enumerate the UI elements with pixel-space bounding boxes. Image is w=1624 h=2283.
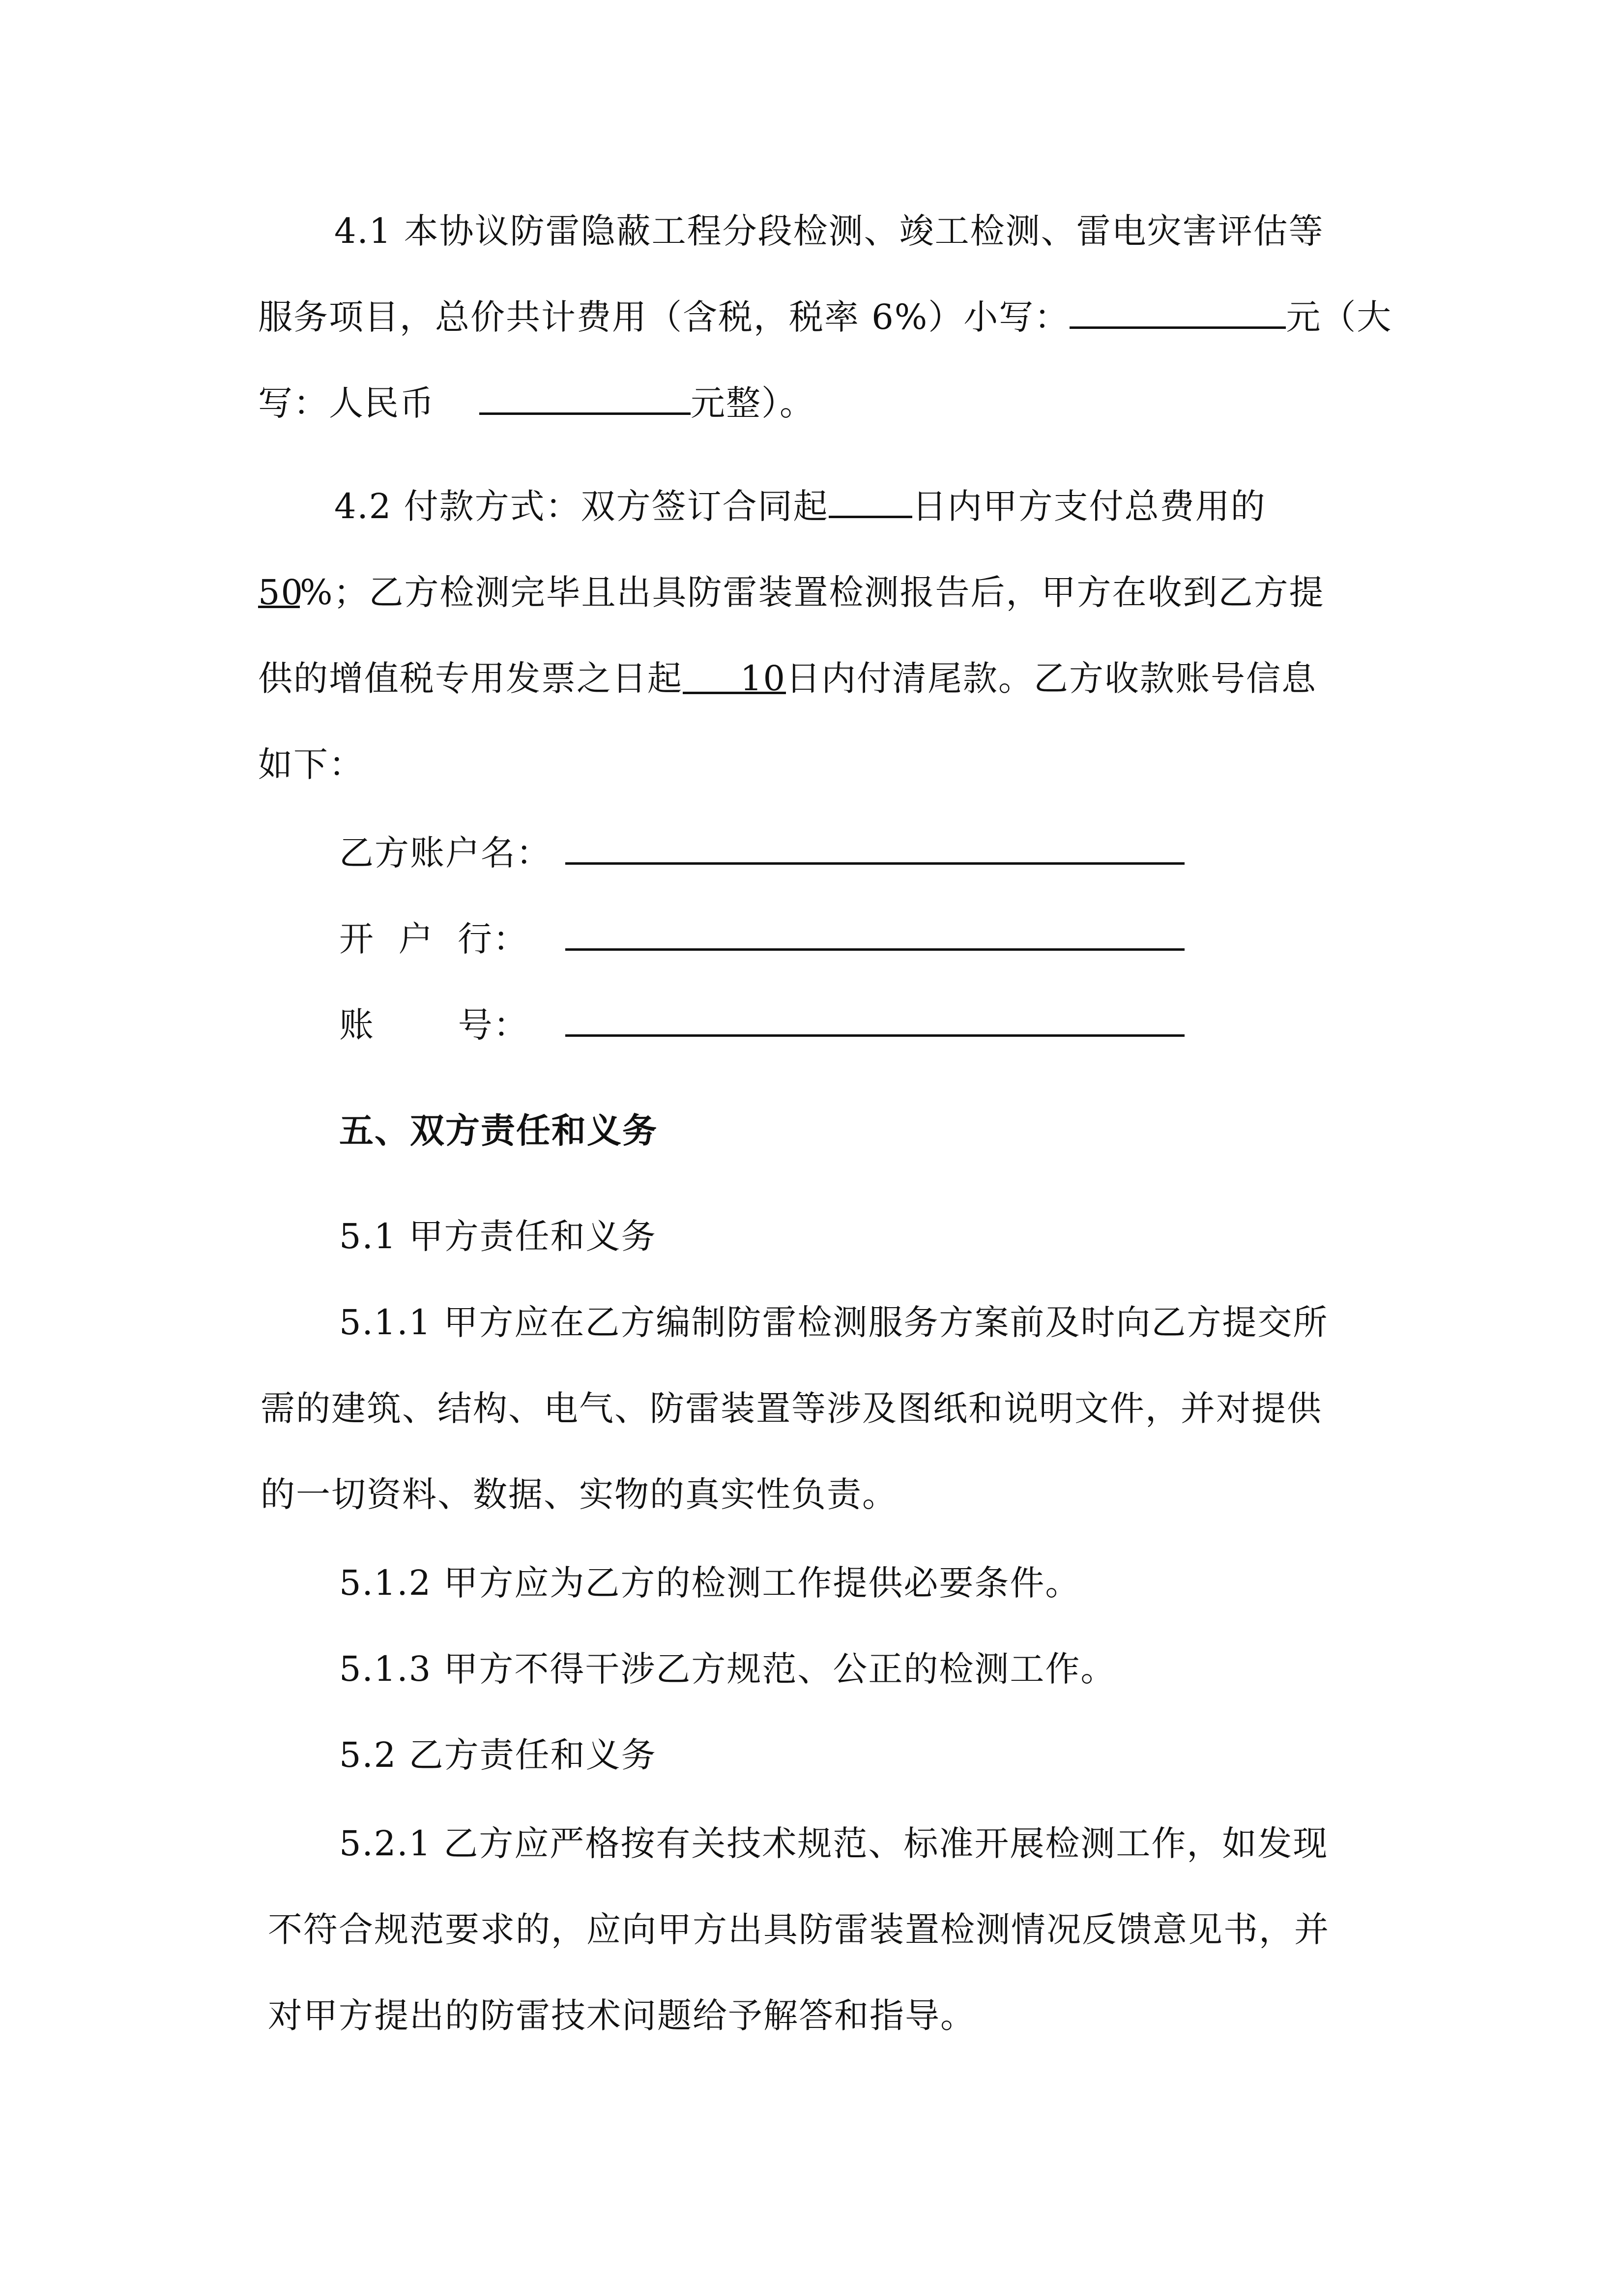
clause-5-1-3: 5.1.3 甲方不得干涉乙方规范、公正的检测工作。 [339,1649,1116,1689]
account-number-field[interactable] [565,1004,1185,1037]
clause-4-2-line-4: 如下： [258,744,364,785]
clause-4-1-line-2 [258,295,1392,339]
payment-days-blank[interactable] [829,485,912,518]
rmb-suffix: 元整）。 [691,383,815,423]
bank-label: 开 户 行： [339,919,529,959]
account-number-row [339,1003,1185,1047]
account-name-label: 乙方账户名： [339,833,551,873]
clause-5-1-1-line-2: 需的建筑、结构、电气、防雷装置等涉及图纸和说明文件，并对提供 [261,1388,1322,1429]
clause-4-1-line-3 [258,381,815,425]
clause-4-1-line-1: 4.1 本协议防雷隐蔽工程分段检测、竣工检测、雷电灾害评估等 [334,211,1324,251]
payment-method-text: 4.2 付款方式：双方签订合同起 [334,486,829,527]
amount-uppercase-blank[interactable] [479,382,691,415]
account-name-field[interactable] [565,832,1185,865]
clause-4-2-line-2-text: %；乙方检测完毕且出具防雷装置检测报告后，甲方在收到乙方提 [300,572,1325,613]
payment-method-text-end: 日内甲方支付总费用的 [912,486,1266,527]
clause-5-1: 5.1 甲方责任和义务 [339,1216,657,1257]
clause-4-2-line-3 [258,656,1317,701]
bank-row [339,917,1185,961]
clause-5-2-1-line-2: 不符合规范要求的，应向甲方出具防雷装置检测情况反馈意见书，并 [268,1909,1330,1950]
clause-5-1-1-line-3: 的一切资料、数据、实物的真实性负责。 [261,1474,898,1515]
account-number-label: 账 号： [339,1005,529,1045]
clause-4-2-line-1 [334,484,1266,528]
clause-4-2-line-2 [258,570,1325,615]
clause-4-2-line-3-text: 供的增值税专用发票之日起 [258,658,683,699]
final-payment-days: 10 [683,656,786,694]
payment-percent: 50 [258,570,300,608]
bank-field[interactable] [565,918,1185,951]
clause-5-1-2: 5.1.2 甲方应为乙方的检测工作提供必要条件。 [339,1563,1081,1603]
clause-5-2-1-line-3: 对甲方提出的防雷技术问题给予解答和指导。 [268,1995,976,2036]
account-name-row [339,831,1185,875]
clause-4-2-line-3-text-end: 日内付清尾款。乙方收款账号信息 [786,658,1317,699]
clause-4-1-text: 服务项目，总价共计费用（含税，税率 6%）小写： [258,297,1070,337]
amount-lowercase-blank[interactable] [1070,296,1286,329]
clause-5-1-1-line-1: 5.1.1 甲方应在乙方编制防雷检测服务方案前及时向乙方提交所 [339,1302,1329,1343]
clause-4-1-text-end: 元（大 [1286,297,1392,337]
rmb-label: 写：人民币 [258,383,435,423]
section-5-heading: 五、双方责任和义务 [339,1110,658,1151]
clause-5-2: 5.2 乙方责任和义务 [339,1735,657,1775]
clause-5-2-1-line-1: 5.2.1 乙方应严格按有关技术规范、标准开展检测工作，如发现 [339,1823,1329,1864]
